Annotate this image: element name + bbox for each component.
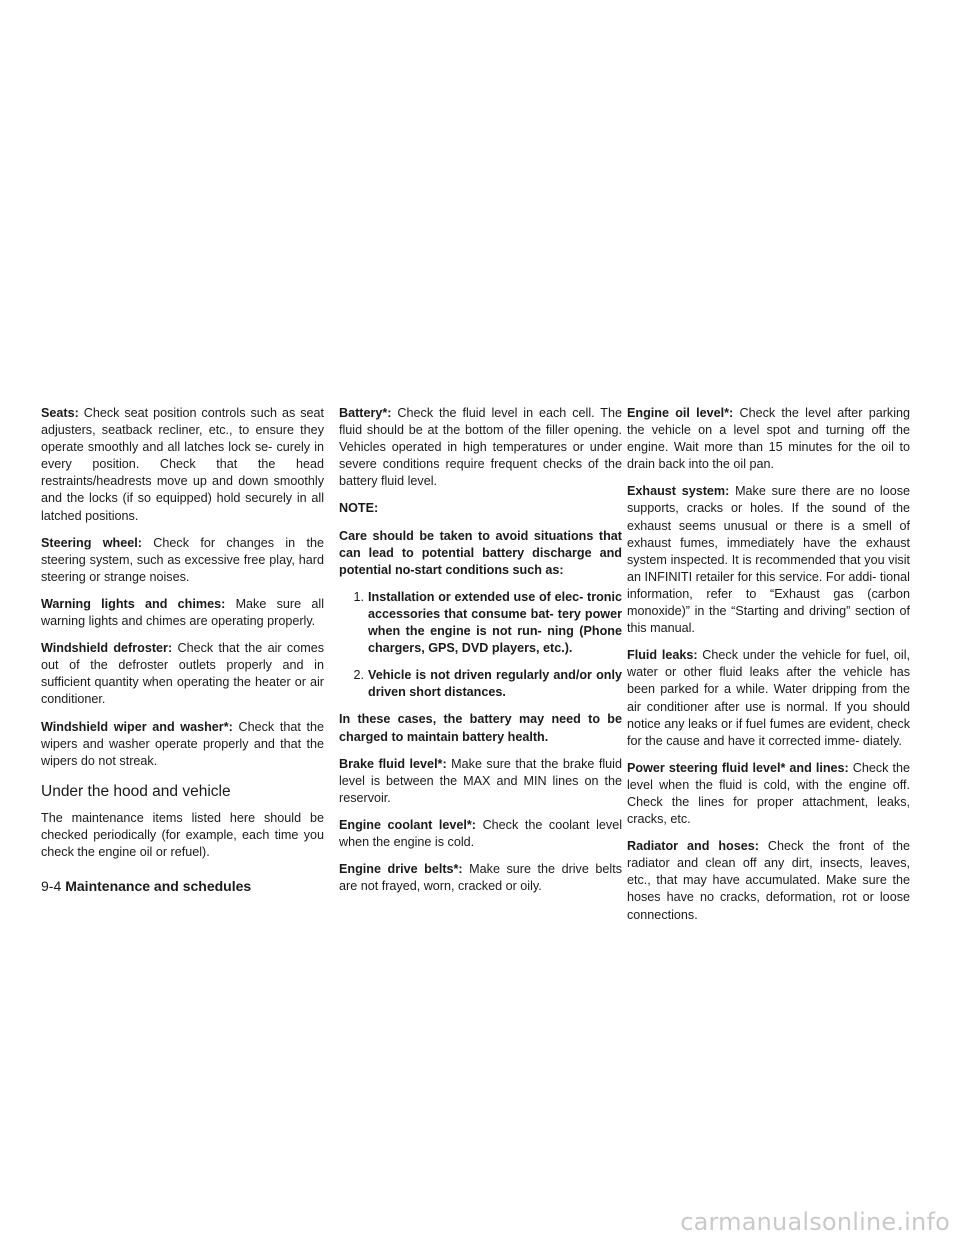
section-intro: The maintenance items listed here should be checked periodically (for example, each time you check the engine oil or refuel). [41,810,324,859]
right-column [627,405,910,934]
watermark: carmanualsonline.info [680,1208,950,1236]
paragraph-engine-coolant [339,817,622,851]
note-caution: Care should be taken to avoid situations that can lead to potential battery discharge and potential no-start conditions such as: [339,528,622,577]
item-text: Make sure all warning lights and chimes are operating properly. [41,596,324,629]
paragraph-engine-oil [627,405,910,473]
list-text: Vehicle is not driven regularly and/or only driven short distances. [368,668,622,700]
item-label: Fluid leaks: [627,648,698,663]
paragraph-engine-drive-belts [339,861,622,895]
item-text: Check the coolant level when the engine is cold. [339,817,622,849]
item-text: Check under the vehicle for fuel, oil, water or other fluid leaks after the vehicle has been parked for a while. Water dripping from the air conditioner after use is normal. If you should notice any leaks or if fuel fumes are evident, check for the cause and have it corrected imme- diately. [627,648,910,748]
item-label: Windshield wiper and washer*: [41,719,233,734]
item-label: Power steering fluid level* and lines: [627,760,849,775]
note-list-item [339,667,622,701]
item-text: Check the level when the fluid is cold, with the engine off. Check the lines for proper attachment, leaks, cracks, etc. [627,760,911,827]
page-footer [41,877,251,895]
list-text: Installation or extended use of elec- tronic accessories that consume bat- tery power when the engine is not run- ning (Phone chargers, GPS, DVD players, etc.). [368,589,622,656]
item-label: Engine drive belts*: [339,862,463,877]
paragraph-battery [339,405,622,490]
list-number: 2. [353,668,364,683]
item-label: Brake fluid level*: [339,756,447,771]
note-list-item [339,589,622,657]
item-label: Engine oil level*: [627,406,734,420]
item-text: Check seat position controls such as seat adjusters, seatback recliner, etc., to ensure they operate smoothly and all latches lock se- curely in every position. Check that the head restraints/headrests move up and down smoothly and the locks (if so equipped) hold securely in all latched positions. [41,406,324,523]
item-text: Make sure the drive belts are not frayed, worn, cracked or oily. [339,862,622,894]
middle-column [339,405,622,905]
paragraph-radiator-hoses [627,838,910,923]
item-text: Check the level after parking the vehicle on a level spot and turning off the engine. Wait more than 15 minutes for the oil to drain back into the oil pan. [627,406,911,472]
page-number: 9-4 [41,878,62,894]
item-text: Check that the air comes out of the defroster outlets properly and in sufficient quantity when operating the heater or air conditioner. [41,641,325,707]
item-label: Warning lights and chimes: [41,596,226,611]
item-text: Check for changes in the steering system, such as excessive free play, hard steering or strange noises. [41,535,325,584]
item-text: Check the front of the radiator and clean off any dirt, insects, leaves, etc., that may have accumulated. Make sure the hoses have no cracks, deformation, rot or loose connections. [627,839,911,922]
section-heading: Under the hood and vehicle [41,782,231,800]
paragraph-windshield-wiper [41,719,324,770]
item-label: Radiator and hoses: [627,839,759,854]
item-label: Seats: [41,406,79,420]
item-label: Windshield defroster: [41,641,173,656]
paragraph-fluid-leaks [627,647,910,750]
item-label: Exhaust system: [627,484,730,499]
paragraph-exhaust-system [627,483,910,637]
note-after: In these cases, the battery may need to be charged to maintain battery health. [339,712,622,744]
paragraph-power-steering [627,760,910,828]
paragraph-seats [41,405,324,525]
item-text: Check that the wipers and washer operate properly and that the wipers do not streak. [41,719,325,768]
left-column [41,405,324,871]
item-label: Battery*: [339,406,392,420]
paragraph-warning-lights [41,596,324,630]
item-label: Steering wheel: [41,535,142,550]
item-label: Engine coolant level*: [339,817,476,832]
item-text: Check the fluid level in each cell. The fluid should be at the bottom of the filler opening. Vehicles operated in high temperatures or under severe conditions require frequent checks of the battery fluid level. [339,406,623,489]
note-label: NOTE: [339,501,379,516]
paragraph-windshield-defroster [41,640,324,708]
list-number: 1. [353,589,364,604]
paragraph-steering-wheel [41,535,324,586]
item-text: Make sure there are no loose supports, cracks or holes. If the sound of the exhaust seems unusual or there is a smell of exhaust fumes, immediately have the exhaust system inspected. It is recommended that you visit an INFINITI retailer for this service. For addi- tional information, refer to “Exhaust gas (carbon monoxide)” in the “Starting and driving” section of this manual. [627,484,911,636]
paragraph-brake-fluid [339,756,622,807]
section-name: Maintenance and schedules [65,878,252,894]
item-text: Make sure that the brake fluid level is between the MAX and MIN lines on the reservoir. [339,756,622,805]
